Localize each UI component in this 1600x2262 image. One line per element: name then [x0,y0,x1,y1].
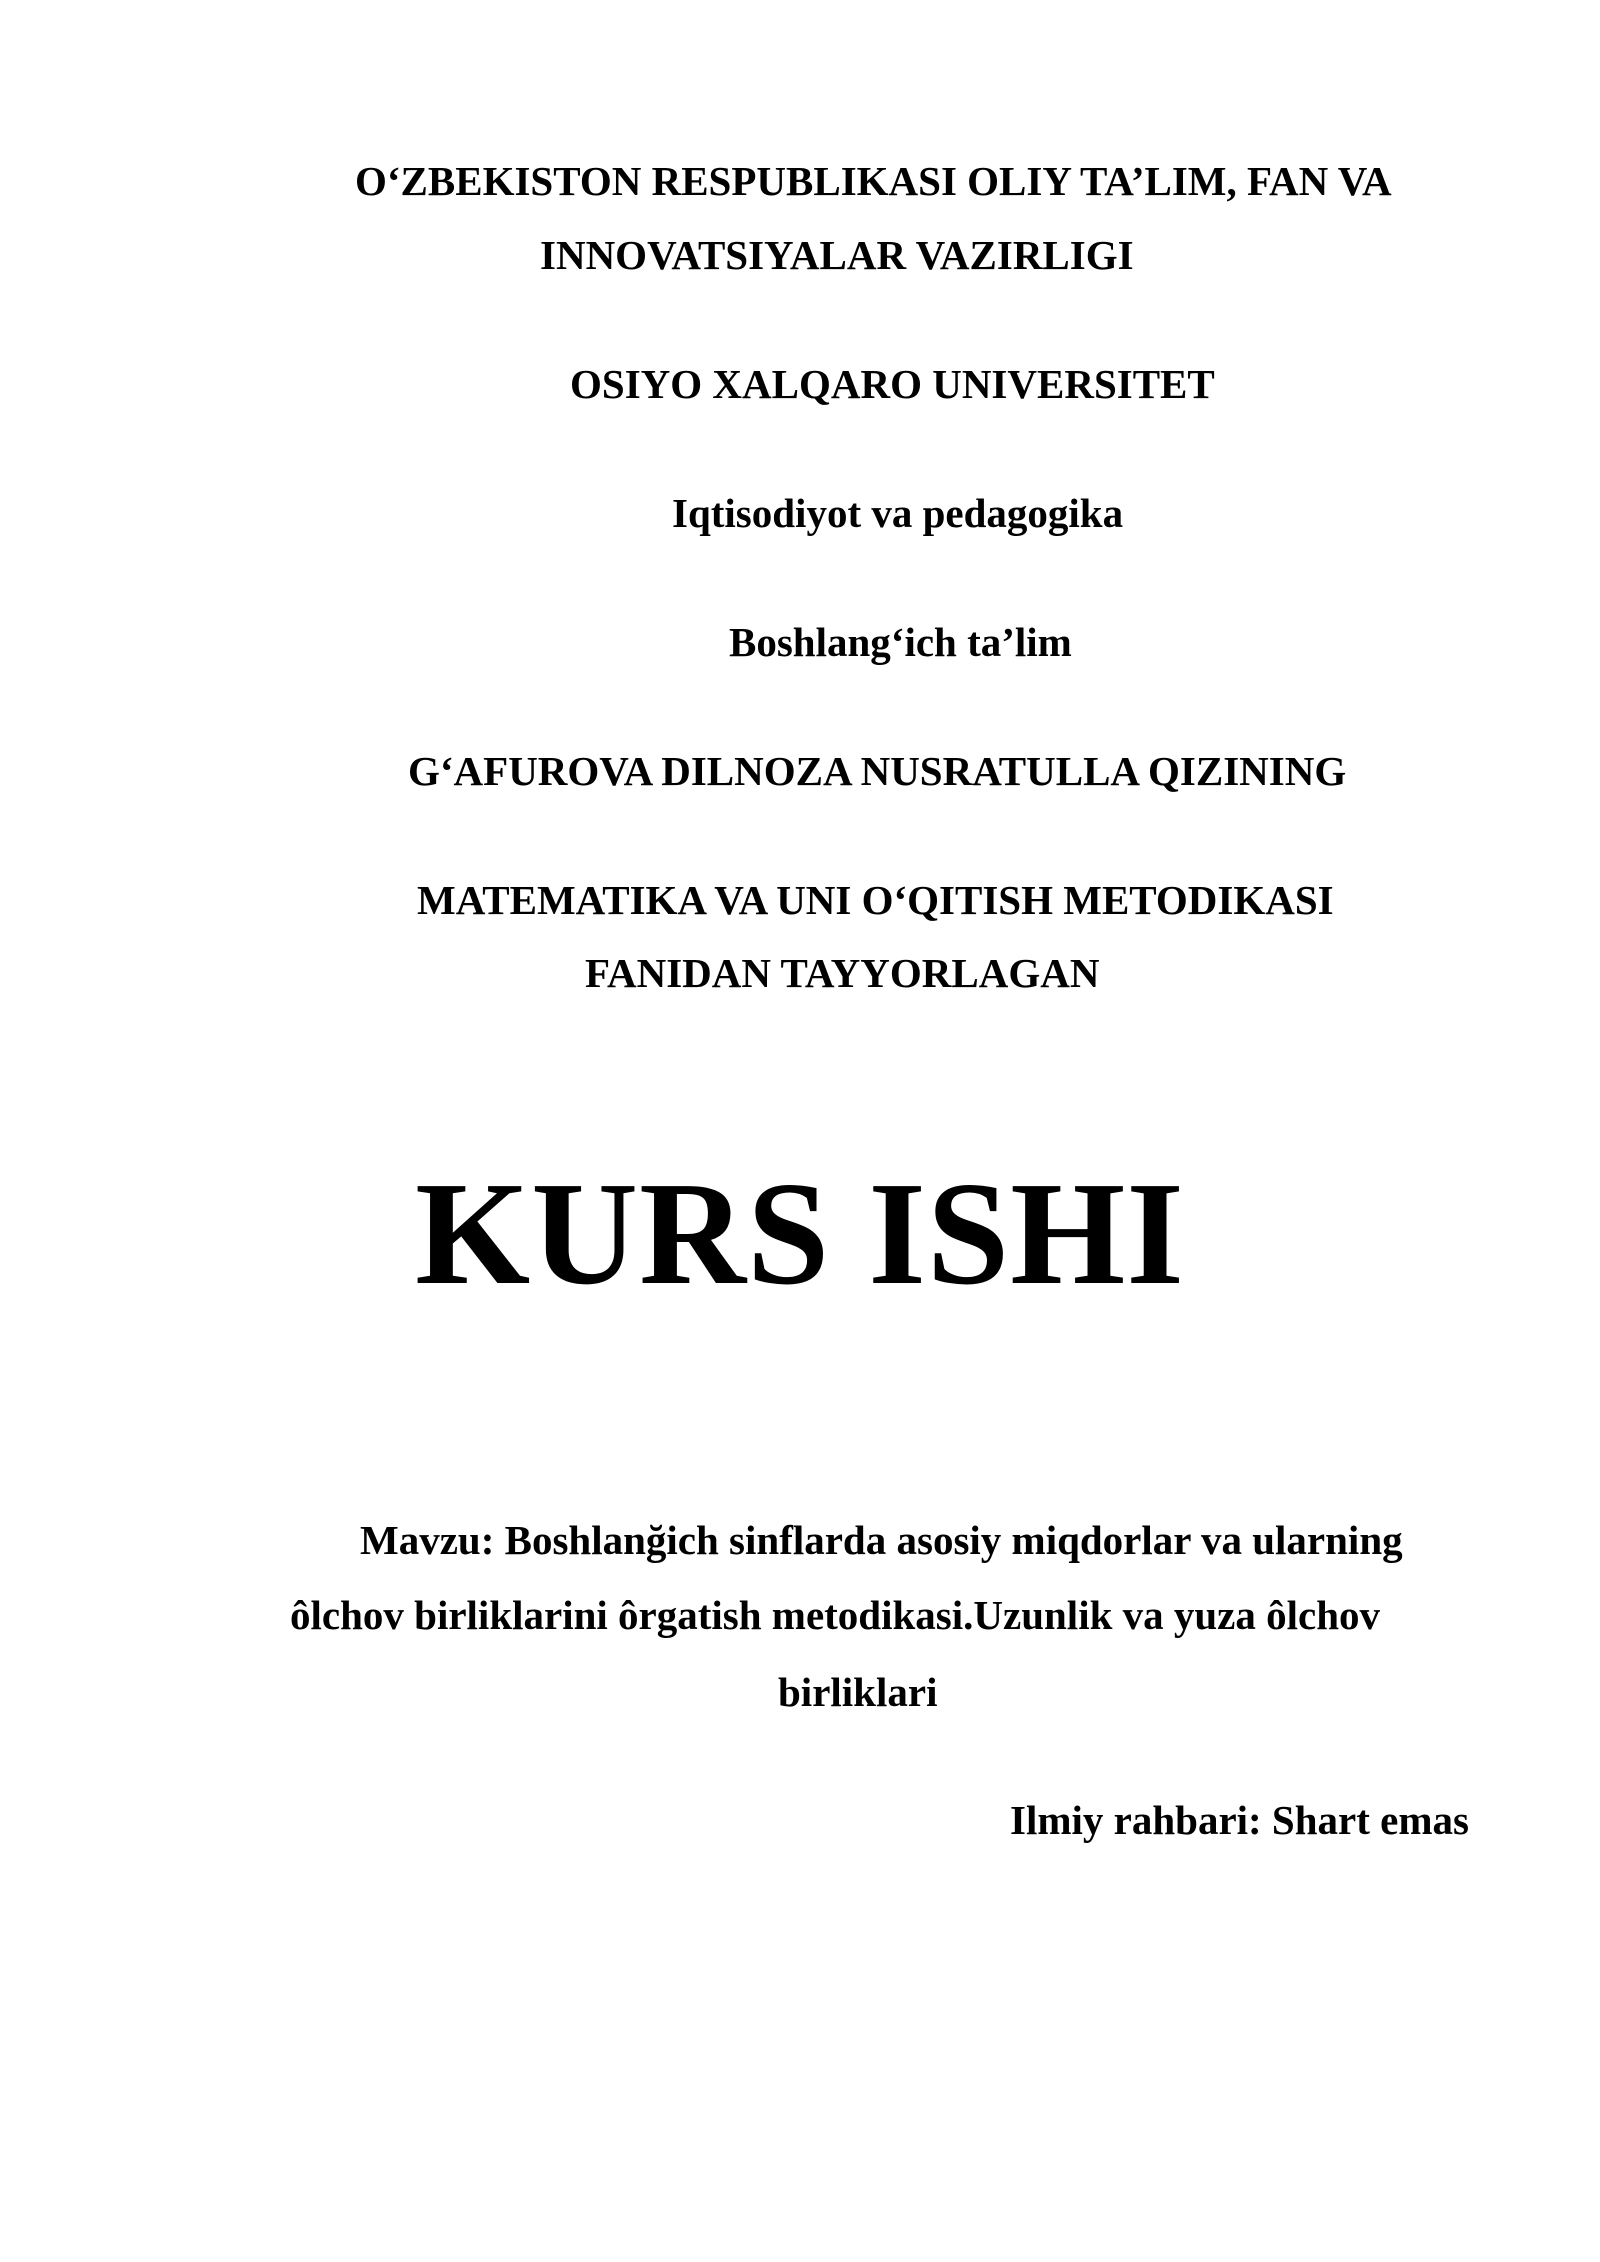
student-name: G‘AFUROVA DILNOZA NUSRATULLA QIZINING [408,748,1347,794]
ministry-line-1: O‘ZBEKISTON RESPUBLIKASI OLIY TA’LIM, FAN VA [355,158,1392,204]
supervisor: Ilmiy rahbari: Shart emas [1010,1797,1469,1843]
subject-line-2: FANIDAN TAYYORLAGAN [585,950,1100,996]
direction-name: Boshlang‘ich ta’lim [729,619,1072,665]
subject-line-1: MATEMATIKA VA UNI O‘QITISH METODIKASI [417,877,1334,923]
university-name: OSIYO XALQARO UNIVERSITET [570,361,1215,407]
ministry-line-2: INNOVATSIYALAR VAZIRLIGI [540,232,1134,278]
faculty-name: Iqtisodiyot va pedagogika [672,490,1124,536]
topic-line-2: ôlchov birliklarini ôrgatish metodikasi.Uzunlik va yuza ôlchov [290,1592,1381,1638]
topic-line-1: Mavzu: Boshlanğich sinflarda asosiy miqdorlar va ularning [360,1517,1403,1563]
topic-line-3: birliklari [778,1669,938,1715]
document-title: KURS ISHI [415,1152,1185,1316]
